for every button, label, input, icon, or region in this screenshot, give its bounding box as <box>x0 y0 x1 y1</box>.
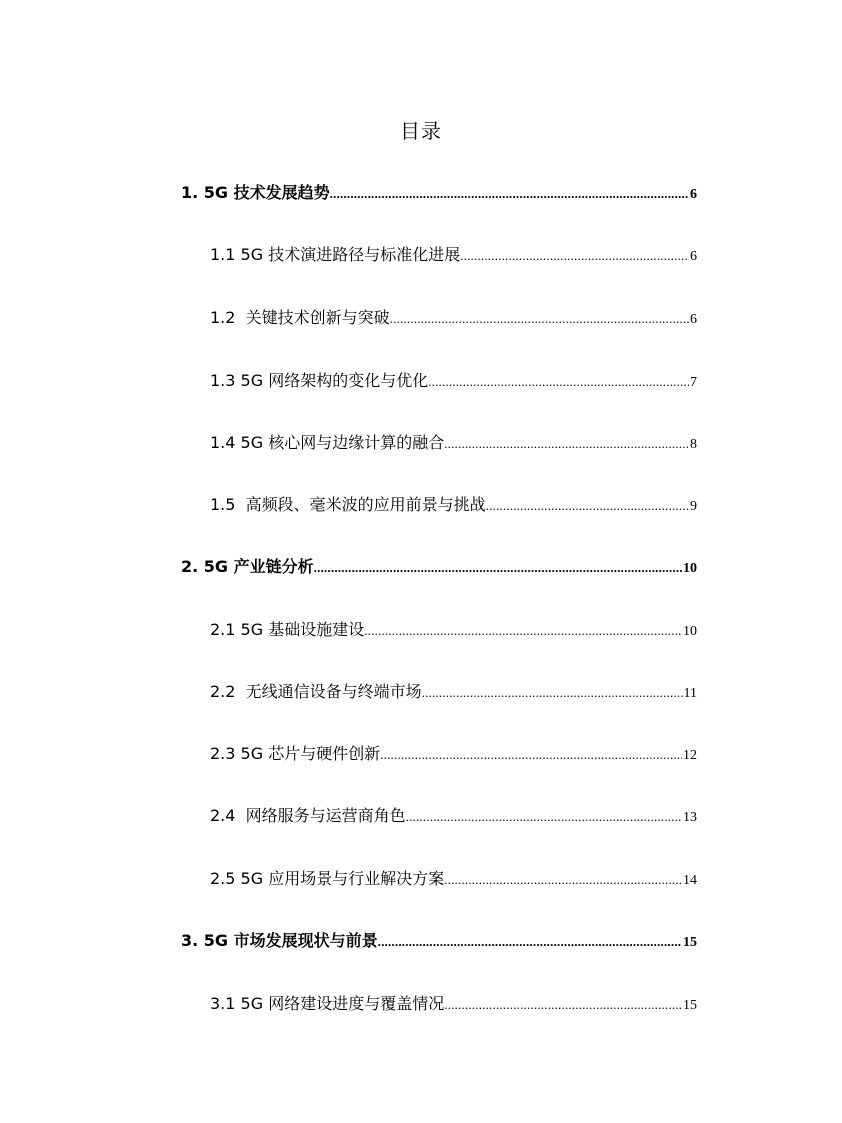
toc-page-number: 13 <box>683 810 697 825</box>
toc-entry-label: 2.5 5G 应用场景与行业解决方案 <box>210 869 445 888</box>
dot-leader <box>444 872 682 888</box>
toc-entry-label: 2.1 5G 基础设施建设 <box>210 620 365 639</box>
toc-page-number: 6 <box>690 187 697 202</box>
toc-page-number: 15 <box>683 998 697 1013</box>
toc-entry-2-4[interactable] <box>210 803 697 827</box>
dot-leader <box>364 623 682 639</box>
toc-entry-label: 1.3 5G 网络架构的变化与优化 <box>210 371 429 390</box>
dot-leader <box>378 934 682 950</box>
dot-leader <box>314 560 682 576</box>
toc-entry-label: 1.1 5G 技术演进路径与标准化进展 <box>210 245 461 264</box>
dot-leader <box>444 997 682 1013</box>
toc-page-number: 7 <box>690 375 697 390</box>
toc-entry-chapter-1[interactable] <box>181 180 697 204</box>
toc-page-number: 10 <box>683 624 697 639</box>
toc-entry-label: 2.4 网络服务与运营商角色 <box>210 806 406 825</box>
toc-page-number: 10 <box>683 561 697 576</box>
toc-entry-label: 2.2 无线通信设备与终端市场 <box>210 682 422 701</box>
toc-page-number: 6 <box>690 312 697 327</box>
toc-entry-2-1[interactable] <box>210 617 697 641</box>
dot-leader <box>380 747 682 763</box>
toc-page-number: 11 <box>683 686 697 701</box>
toc-entry-label: 1.4 5G 核心网与边缘计算的融合 <box>210 433 445 452</box>
toc-entry-chapter-2[interactable] <box>181 554 697 578</box>
toc-page-number: 12 <box>683 748 697 763</box>
toc-page-number: 9 <box>690 499 697 514</box>
toc-entry-1-5[interactable] <box>210 492 697 516</box>
dot-leader <box>460 248 689 264</box>
toc-page-number: 6 <box>690 249 697 264</box>
dot-leader <box>390 311 689 327</box>
toc-entry-2-3[interactable] <box>210 741 697 765</box>
dot-leader <box>330 186 689 202</box>
toc-entry-label: 3. 5G 市场发展现状与前景 <box>181 931 378 950</box>
toc-entry-label: 1.2 关键技术创新与突破 <box>210 308 390 327</box>
toc-entry-label: 2.3 5G 芯片与硬件创新 <box>210 744 381 763</box>
dot-leader <box>444 436 689 452</box>
toc-entry-2-5[interactable] <box>210 866 697 890</box>
toc-entry-chapter-3[interactable] <box>181 928 697 952</box>
toc-page-number: 8 <box>690 437 697 452</box>
toc-entry-label: 1.5 高频段、毫米波的应用前景与挑战 <box>210 495 486 514</box>
dot-leader <box>422 685 683 701</box>
toc-title: 目录 <box>400 119 442 143</box>
toc-entry-label: 1. 5G 技术发展趋势 <box>181 183 330 202</box>
toc-entry-label: 3.1 5G 网络建设进度与覆盖情况 <box>210 994 445 1013</box>
dot-leader <box>406 809 682 825</box>
toc-page-number: 14 <box>683 873 697 888</box>
toc-entry-1-3[interactable] <box>210 368 697 392</box>
toc-entry-1-1[interactable] <box>210 242 697 266</box>
toc-entry-1-4[interactable] <box>210 430 697 454</box>
toc-page-number: 15 <box>683 935 697 950</box>
toc-entry-2-2[interactable] <box>210 679 697 703</box>
dot-leader <box>428 374 689 390</box>
toc-entry-3-1[interactable] <box>210 991 697 1015</box>
dot-leader <box>486 498 689 514</box>
toc-entry-1-2[interactable] <box>210 305 697 329</box>
toc-entry-label: 2. 5G 产业链分析 <box>181 557 314 576</box>
